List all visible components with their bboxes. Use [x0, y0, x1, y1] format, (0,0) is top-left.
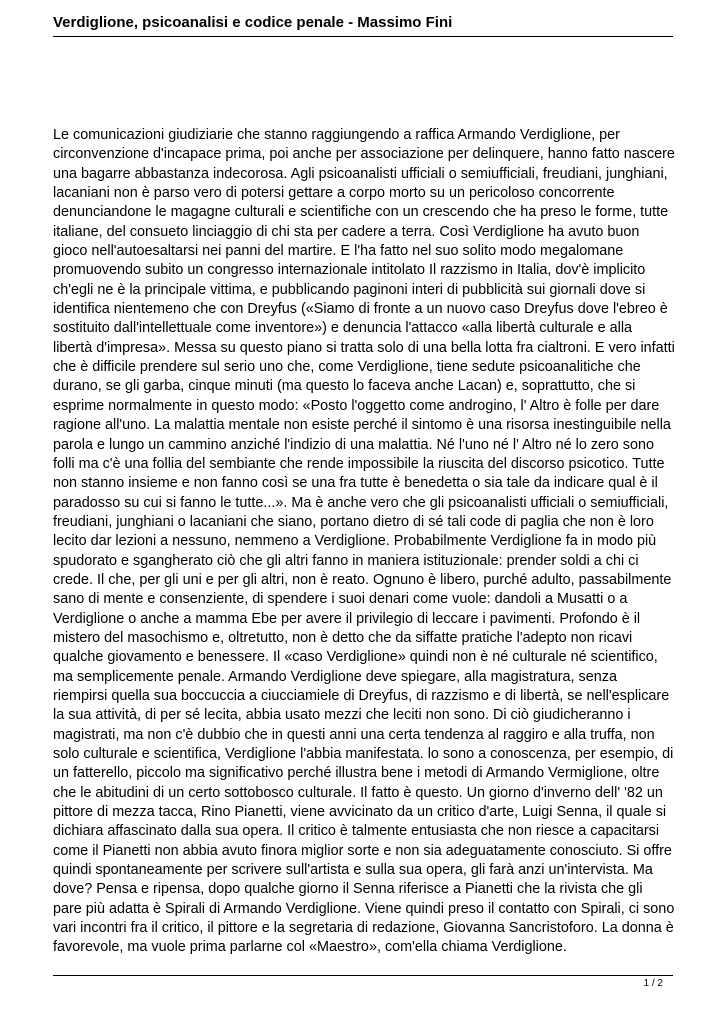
article-paragraph: Le comunicazioni giudiziarie che stanno raggiungendo a raffica Armando Verdiglione, per circonvenzione d'incapace prima, poi anche per associazione per delinquere, hanno fatto nascere una bagarre abbastanza indecorosa. Agli psicoanalisti ufficiali o semiufficiali, freudiani, junghiani, lacaniani non è parso vero di potersi gettare a corpo morto su un pericoloso concorrente denunciandone le magagne culturali e scientifiche con un crescendo che ha preso le forme, tutte italiane, del consueto linciaggio di chi sta per cadere a terra. Così Verdiglione ha avuto buon gioco nell'autoesaltarsi nei panni del martire. E l'ha fatto nel suo solito modo megalomane promuovendo subito un congresso internazionale intitolato Il razzismo in Italia, dov'è implicito ch'egli ne è la principale vittima, e pubblicando paginoni interi di pubblicità sui giornali dove si identifica nientemeno che con Dreyfus («Siamo di fronte a un nuovo caso Dreyfus dove l'ebreo è sostituito dall'intellettuale come inventore») e denuncia l'attacco «alla libertà culturale e alla libertà d'impresa». Messa su questo piano si tratta solo di una bella lotta fra cialtroni. E vero infatti che è difficile prendere sul serio uno che, come Verdiglione, tiene sedute psicoanalitiche che durano, se gli garba, cinque minuti (ma questo lo faceva anche Lacan) e, soprattutto, che si esprime normalmente in questo modo: «Posto l'oggetto come androgino, l' Altro è folle per dare ragione all'uno. La malattia mentale non esiste perché il sintomo è una risorsa inestinguibile nella parola e lungo un cammino anziché l'indizio di una malattia. Né l'uno né l' Altro né lo zero sono folli ma c'è una follia del sembiante che rende impossibile la riuscita del discorso psicotico. Tutte non stanno insieme e non fanno così se una fra tutte è benedetta o sia tale da indicare qual è il paradosso su cui si fanno le tutte...». Ma è anche vero che gli psicoanalisti ufficiali o semiufficiali, freudiani, junghiani o lacaniani che siano, portano dietro di sé tali code di paglia che non è loro lecito dar lezioni a nessuno, nemmeno a Verdiglione. Probabilmente Verdiglione fa in modo più spudorato e sgangherato ciò che gli altri fanno in maniera istituzionale: prender soldi a chi ci crede. Il che, per gli uni e per gli altri, non è reato. Ognuno è libero, purché adulto, passabilmente sano di mente e consenziente, di spendere i suoi denari come vuole: dandoli a Musatti o a Verdiglione o anche a mamma Ebe per avere il privilegio di leccare i pavimenti. Profondo è il mistero del masochismo e, oltretutto, non è detto che da siffatte pratiche l'adepto non ricavi qualche giovamento e benessere. Il «caso Verdiglione» quindi non è né culturale né scientifico, ma semplicemente penale. Armando Verdiglione deve spiegare, alla magistratura, senza riempirsi quella sua boccuccia a ciucciamiele di Dreyfus, di razzismo e di libertà, se nell'esplicare la sua attività, di per sé lecita, abbia usato mezzi che leciti non sono. Di ciò giudicheranno i magistrati, ma non c'è dubbio che in questi anni una certa tendenza al raggiro e alla truffa, non solo culturale e scientifica, Verdiglione l'abbia manifestata. lo sono a conoscenza, per esempio, di un fatterello, piccolo ma significativo perché illustra bene i metodi di Armando Vermiglione, oltre che le abitudini di un certo sottobosco culturale. Il fatto è questo. Un giorno d'inverno dell' '82 un pittore di mezza tacca, Rino Pianetti, viene avvicinato da un critico d'arte, Luigi Senna, il quale si dichiara affascinato dalla sua opera. Il critico è talmente entusiasta che non riesce a capacitarsi come il Pianetti non abbia avuto finora miglior sorte e non sia adeguatamente conosciuto. Si offre quindi spontaneamente per scrivere sull'artista e sulla sua opera, gli farà anzi un'intervista. Ma dove? Pensa e ripensa, dopo qualche giorno il Senna riferisce a Pianetti che la rivista che gli pare più adatta è Spirali di Armando Verdiglione. Viene quindi preso il contatto con Spirali, ci sono vari incontri fra il critico, il pittore e la segretaria di redazione, Giovanna Sancristoforo. La donna è favorevole, ma vuole prima parlarne col «Maestro», com'ella chiama Verdiglione.	[53, 127, 675, 956]
page-footer	[53, 975, 673, 989]
page-number: 1 / 2	[643, 978, 663, 989]
article-body	[53, 126, 675, 958]
page-header	[53, 13, 673, 37]
document-title: Verdiglione, psicoanalisi e codice penale - Massimo Fini	[53, 14, 453, 31]
